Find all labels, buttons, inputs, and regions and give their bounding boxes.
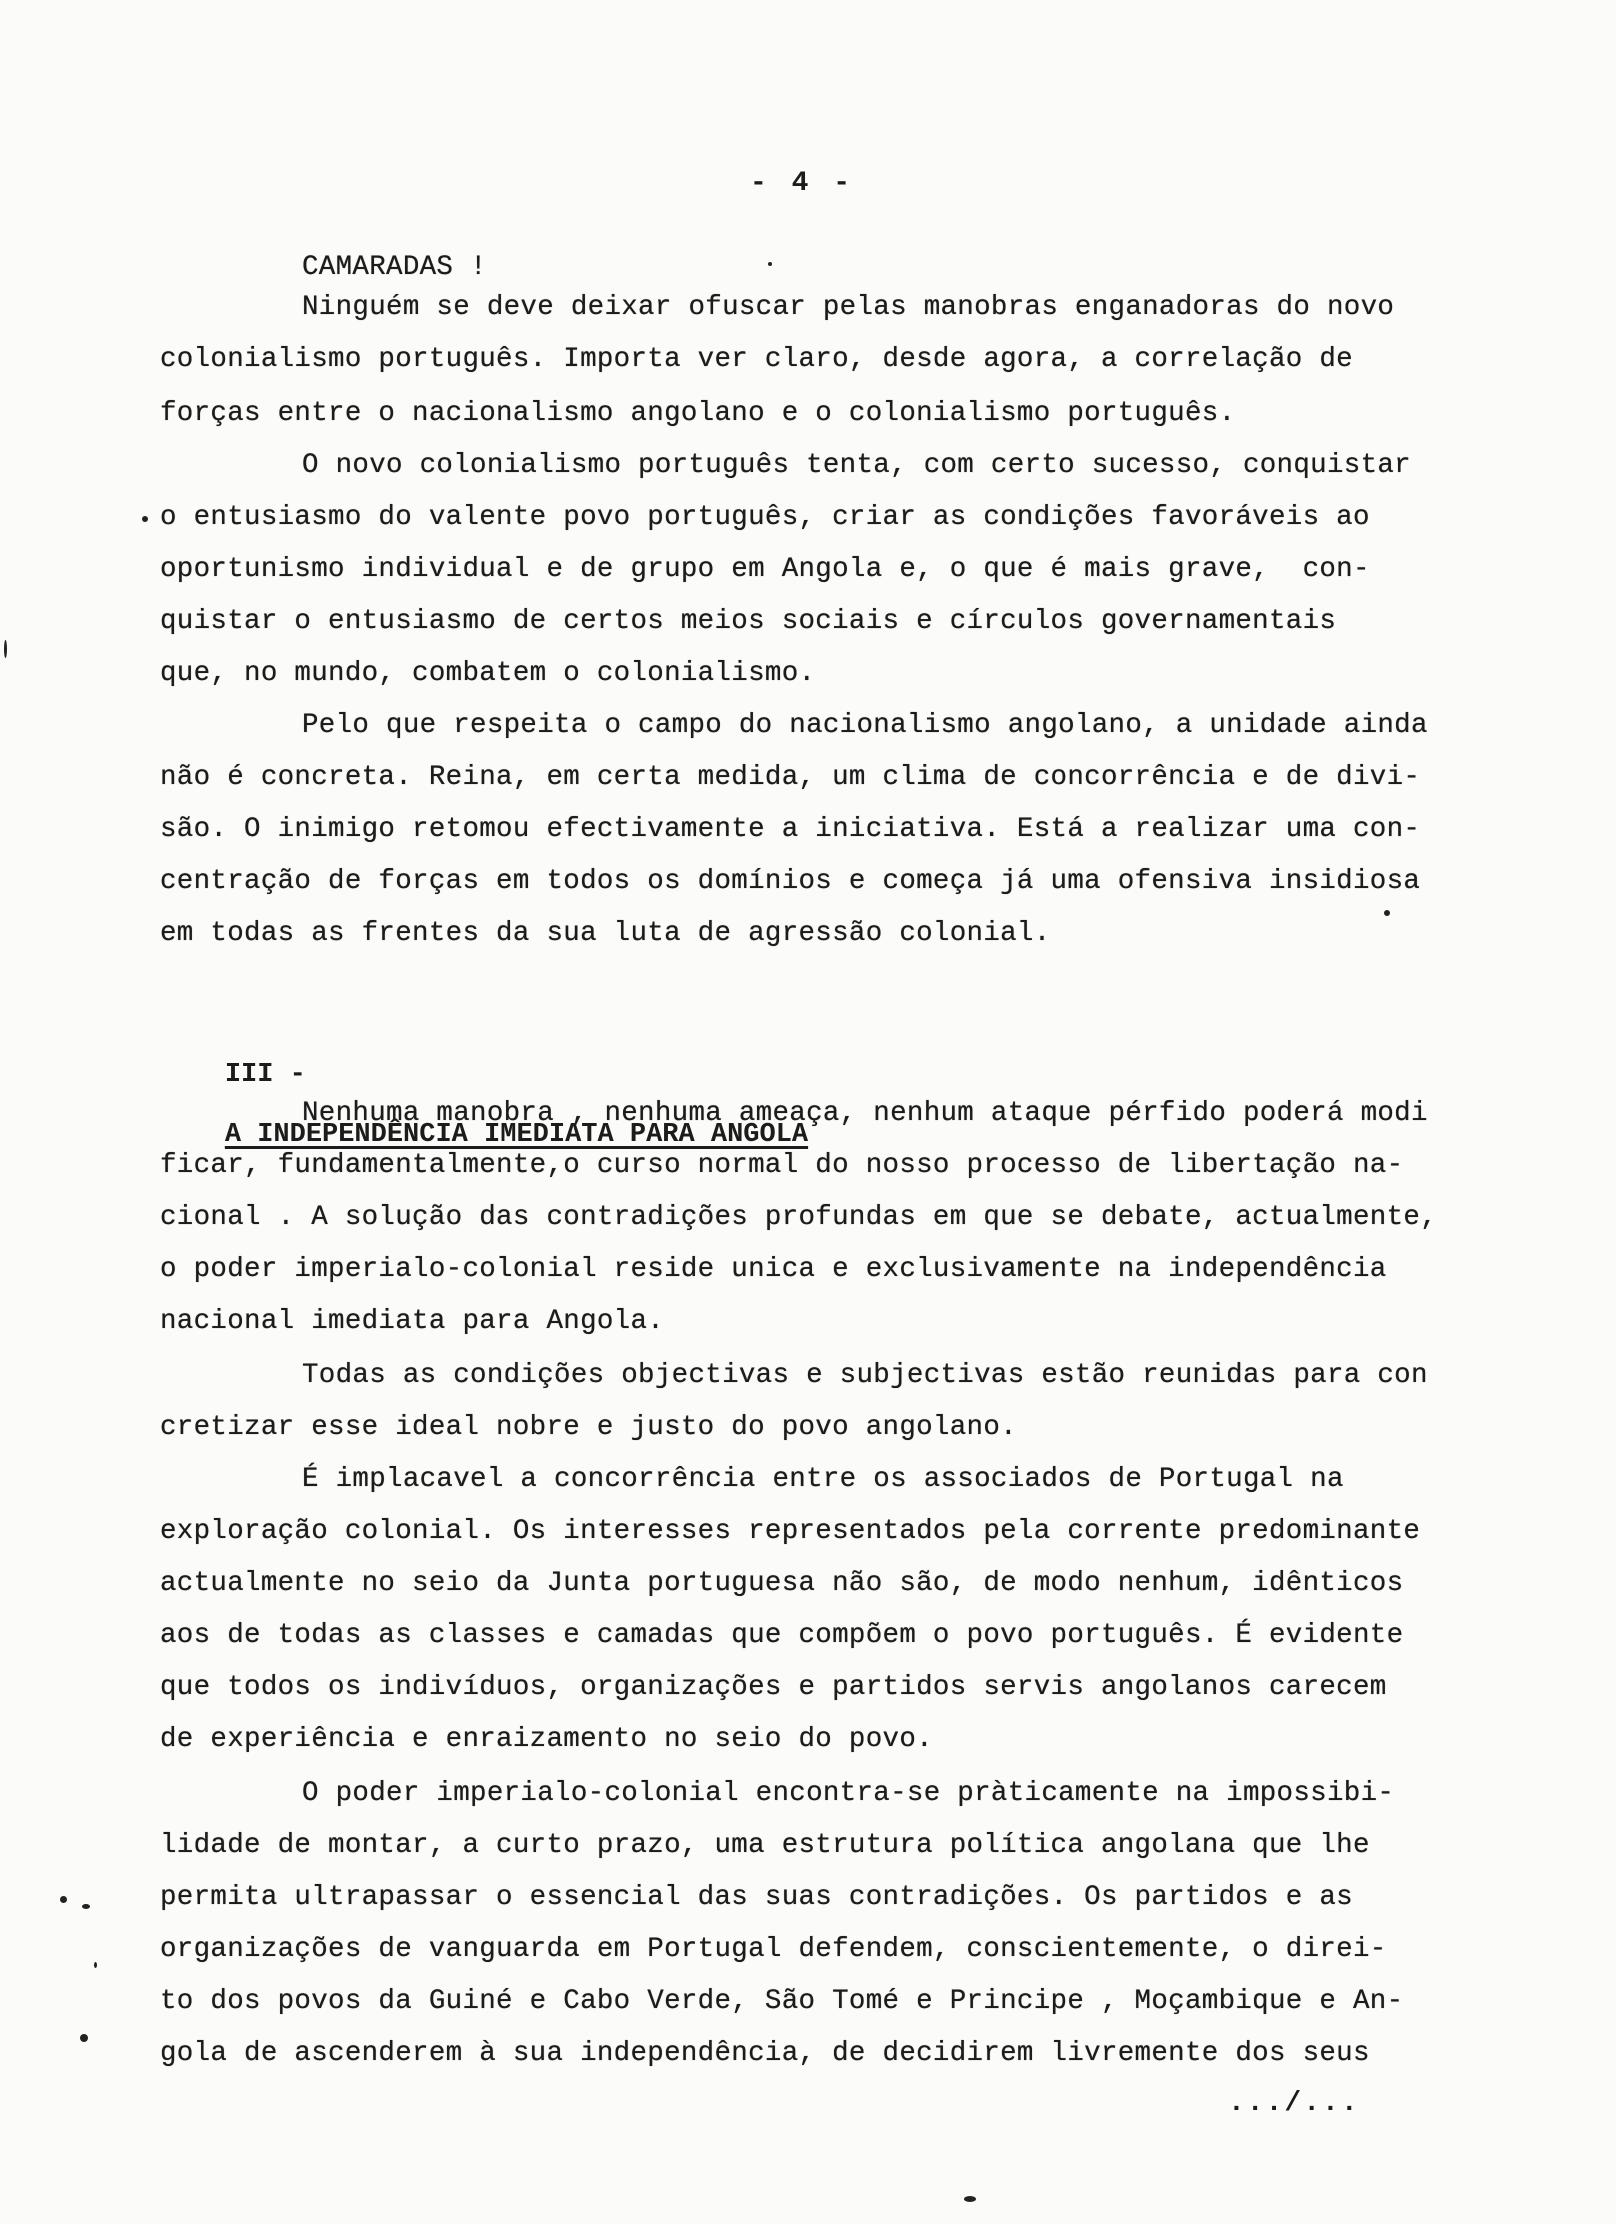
scan-speck [94,1962,97,1968]
paragraph-line: o poder imperialo-colonial reside unica e exclusivamente na independência [160,1254,1387,1285]
salutation: CAMARADAS ! [302,252,487,283]
paragraph-line: Todas as condições objectivas e subjectivas estão reunidas para con [302,1360,1428,1391]
paragraph-line: exploração colonial. Os interesses representados pela corrente predominante [160,1516,1421,1547]
scan-speck [964,2196,976,2202]
paragraph-line: O poder imperialo-colonial encontra-se pràticamente na impossibi- [302,1778,1395,1809]
paragraph-line: forças entre o nacionalismo angolano e o colonialismo português. [160,398,1236,429]
paragraph-line: gola de ascenderem à sua independência, de decidirem livremente dos seus [160,2038,1370,2069]
section-number: III - [224,1060,306,1090]
paragraph-line: que todos os indivíduos, organizações e partidos servis angolanos carecem [160,1672,1387,1703]
scan-speck [4,640,7,658]
paragraph-line: o entusiasmo do valente povo português, criar as condições favoráveis ao [160,502,1370,533]
page-number: - 4 - [750,168,855,199]
paragraph-line: lidade de montar, a curto prazo, uma estrutura política angolana que lhe [160,1830,1370,1861]
continuation-mark: .../... [1228,2088,1360,2119]
paragraph-line: ficar, fundamentalmente,o curso normal do nosso processo de libertação na- [160,1150,1404,1181]
paragraph-line: permita ultrapassar o essencial das suas contradições. Os partidos e as [160,1882,1353,1913]
paragraph-line: são. O inimigo retomou efectivamente a iniciativa. Está a realizar uma con- [160,814,1421,845]
paragraph-line: organizações de vanguarda em Portugal defendem, conscientemente, o direi- [160,1934,1387,1965]
scan-speck [768,262,772,266]
paragraph-line: O novo colonialismo português tenta, com certo sucesso, conquistar [302,450,1411,481]
paragraph-line: oportunismo individual e de grupo em Angola e, o que é mais grave, con- [160,554,1370,585]
paragraph-line: quistar o entusiasmo de certos meios sociais e círculos governamentais [160,606,1337,637]
paragraph-line: não é concreta. Reina, em certa medida, um clima de concorrência e de divi- [160,762,1421,793]
paragraph-line: aos de todas as classes e camadas que compõem o povo português. É evidente [160,1620,1404,1651]
paragraph-line: em todas as frentes da sua luta de agressão colonial. [160,918,1051,949]
scan-speck [82,1904,90,1909]
section-title: A INDEPENDÊNCIA IMEDIATA PARA ANGOLA [224,1120,809,1150]
scan-speck [1384,910,1390,916]
paragraph-line: actualmente no seio da Junta portuguesa não são, de modo nenhum, idênticos [160,1568,1404,1599]
paragraph-line: de experiência e enraizamento no seio do povo. [160,1724,933,1755]
paragraph-line: centração de forças em todos os domínios e começa já uma ofensiva insidiosa [160,866,1421,897]
paragraph-line: to dos povos da Guiné e Cabo Verde, São Tomé e Principe , Moçambique e An- [160,1986,1404,2017]
paragraph-line: cional . A solução das contradições profundas em que se debate, actualmente, [160,1202,1438,1233]
scan-speck [60,1896,67,1903]
paragraph-line: Ninguém se deve deixar ofuscar pelas manobras enganadoras do novo [302,292,1395,323]
paragraph-line: que, no mundo, combatem o colonialismo. [160,658,816,689]
scan-speck [142,516,148,522]
paragraph-line: Pelo que respeita o campo do nacionalismo angolano, a unidade ainda [302,710,1428,741]
paragraph-line: colonialismo português. Importa ver claro, desde agora, a correlação de [160,344,1353,375]
paragraph-line: cretizar esse ideal nobre e justo do povo angolano. [160,1412,1017,1443]
scan-speck [80,2034,88,2042]
paragraph-line: nacional imediata para Angola. [160,1306,665,1337]
paragraph-line: É implacavel a concorrência entre os associados de Portugal na [302,1464,1344,1495]
paragraph-line: Nenhuma manobra , nenhuma ameaça, nenhum ataque pérfido poderá modi [302,1098,1428,1129]
